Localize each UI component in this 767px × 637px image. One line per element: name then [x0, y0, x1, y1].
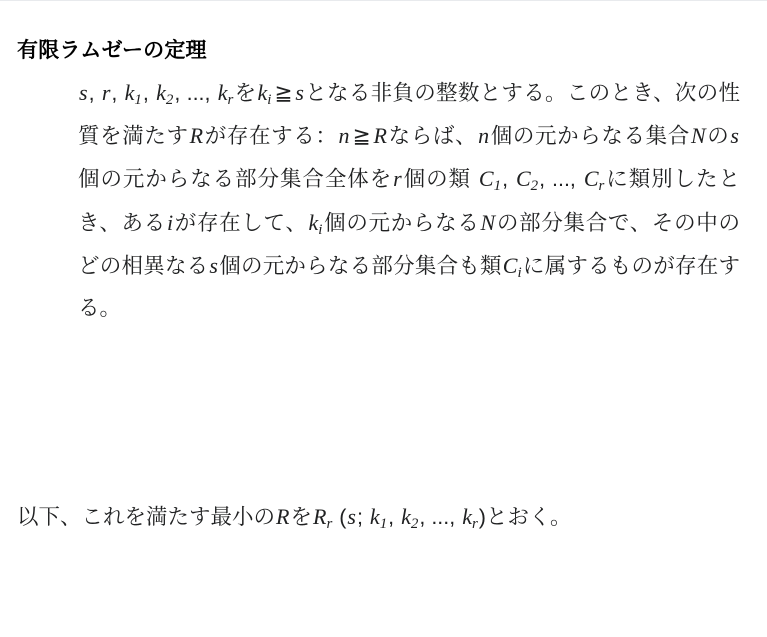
math-subscript: 1 — [134, 92, 142, 109]
math-variable: $C_r$ — [583, 166, 605, 195]
math-variable: $k_r$ — [462, 504, 478, 533]
prose-text: , — [142, 81, 156, 105]
math-variable: $C_i$ — [502, 252, 522, 282]
math-subscript: r — [471, 516, 478, 533]
math-variable: $k_i$ — [257, 80, 272, 109]
math-variable: s — [730, 123, 739, 149]
prose-text: 個の類 — [402, 167, 478, 192]
prose-text: , — [88, 81, 101, 105]
math-variable: $R_r$ — [312, 504, 333, 533]
prose-text: , ..., — [174, 81, 217, 105]
prose-text: ならば、 — [387, 124, 478, 149]
prose-text: の部分集合で、その中のどの相異なる — [78, 210, 740, 278]
math-subscript: 1 — [493, 178, 502, 195]
math-subscript: 2 — [410, 516, 419, 533]
math-variable: $k_1$ — [369, 504, 388, 533]
math-subscript: r — [598, 178, 605, 195]
prose-text: に属するものが存在する。 — [78, 253, 740, 321]
theorem-statement — [78, 72, 740, 330]
math-variable: s — [295, 80, 304, 105]
math-variable: N — [480, 209, 496, 235]
math-subscript: 2 — [165, 92, 174, 109]
math-variable: R — [189, 123, 204, 149]
math-variable: N — [690, 123, 706, 149]
math-operator: ≧ — [352, 124, 371, 150]
math-variable: R — [276, 504, 290, 529]
math-variable: s — [79, 80, 88, 105]
math-variable: n — [478, 123, 490, 149]
prose-text: 個の元からなる集合 — [490, 124, 690, 149]
math-variable: $k_i$ — [308, 209, 323, 238]
math-subscript: 1 — [379, 516, 388, 533]
prose-text: 個の元からなる — [323, 210, 480, 235]
math-variable: $k_2$ — [156, 80, 174, 109]
math-variable: s — [209, 252, 218, 278]
math-variable: r — [393, 166, 402, 192]
top-divider — [0, 0, 767, 1]
prose-text: , ..., — [539, 167, 583, 192]
math-variable: $C_2$ — [515, 166, 539, 195]
prose-text: を — [234, 81, 257, 105]
math-variable: $C_1$ — [478, 166, 502, 195]
prose-text: に類別したとき、ある — [78, 167, 740, 235]
prose-text: となる非負の整数とする。このとき、次の性質を満たす — [78, 81, 740, 149]
prose-text: , — [111, 81, 124, 105]
math-variable: i — [166, 209, 174, 235]
prose-text: , — [502, 167, 515, 192]
prose-text: ; — [356, 505, 369, 529]
prose-text: が存在して、 — [174, 210, 308, 235]
prose-text: 個の元からなる部分集合も類 — [218, 253, 502, 278]
math-subscript: r — [326, 516, 333, 533]
prose-text: )とおく。 — [478, 505, 572, 529]
math-variable: r — [101, 80, 111, 105]
prose-text: を — [290, 505, 312, 529]
prose-text: , — [388, 505, 401, 529]
math-subscript: i — [267, 92, 272, 109]
page-title: 有限ラムゼーの定理 — [17, 39, 207, 63]
closing-note — [17, 496, 747, 539]
math-variable: $k_r$ — [217, 80, 234, 109]
math-variable: R — [373, 123, 387, 149]
math-operator: ≧ — [274, 81, 293, 106]
prose-text: が存在する： — [204, 124, 338, 149]
prose-text: ( — [333, 505, 347, 529]
math-variable: s — [347, 504, 356, 529]
math-subscript: 2 — [530, 178, 539, 195]
prose-text: 以下、これを満たす最小の — [17, 505, 276, 529]
math-subscript: i — [517, 265, 522, 282]
math-subscript: i — [318, 221, 323, 238]
math-variable: $k_1$ — [124, 80, 142, 109]
math-variable: n — [338, 123, 350, 149]
prose-text: , ..., — [419, 505, 462, 529]
math-variable: $k_2$ — [401, 504, 419, 533]
math-subscript: r — [227, 92, 234, 109]
prose-text: 個の元からなる部分集合全体を — [78, 167, 393, 192]
prose-text: の — [706, 124, 730, 149]
